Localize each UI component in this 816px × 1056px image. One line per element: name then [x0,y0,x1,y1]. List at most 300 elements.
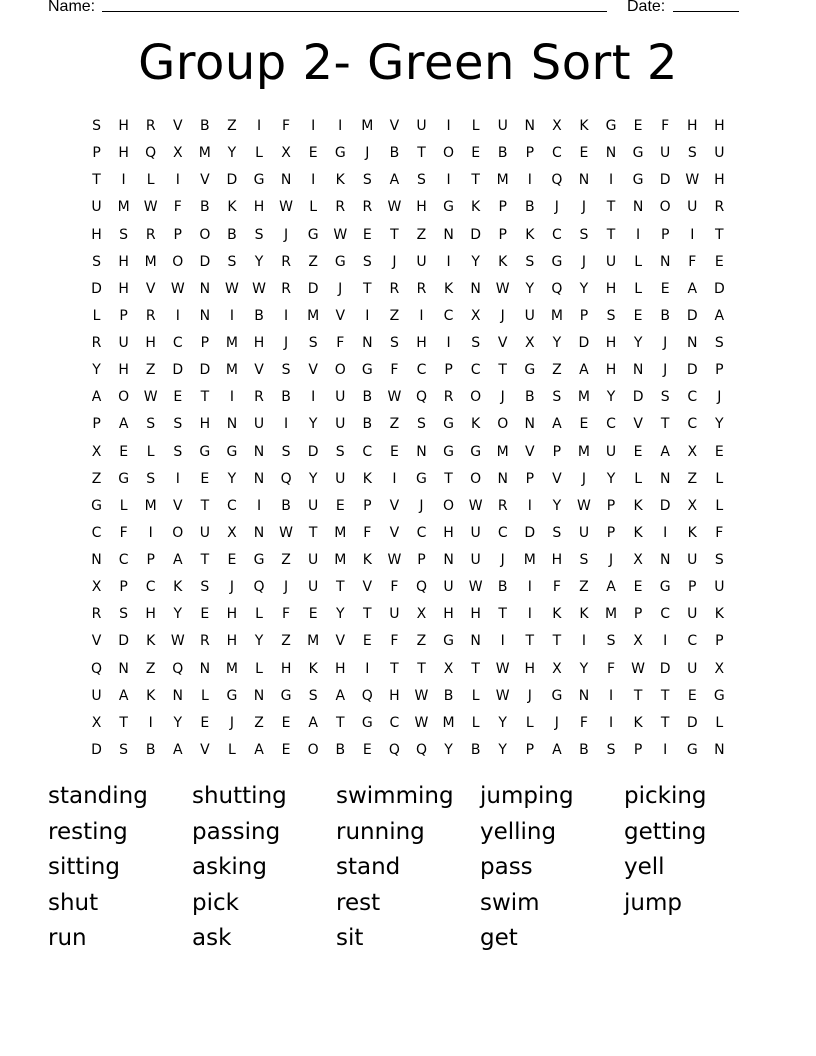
name-blank-line [102,11,607,12]
grid-letter: Z [416,226,427,243]
word-list-item: running [336,818,425,845]
grid-letter: G [199,443,211,460]
grid-letter: D [91,741,102,758]
grid-letter: X [633,633,643,650]
word-list-item: run [48,925,87,952]
grid-letter: Y [254,253,264,270]
grid-letter: E [579,416,589,433]
grid-letter: Y [471,253,480,270]
grid-letter: M [334,524,347,541]
grid-letter: S [92,253,101,270]
grid-letter: P [363,497,372,514]
grid-letter: T [363,606,372,623]
grid-letter: S [119,226,129,243]
grid-letter: F [715,524,724,541]
grid-letter: R [91,606,102,623]
grid-letter: D [686,362,698,379]
grid-letter: B [281,497,291,514]
grid-letter: D [524,524,536,541]
grid-letter: T [417,660,426,677]
grid-letter: Y [606,389,616,406]
grid-letter: M [550,307,563,324]
word-list-item: shut [48,889,99,916]
grid-letter: X [552,118,562,134]
grid-letter: T [498,362,507,379]
grid-letter: O [334,362,346,379]
grid-letter: T [335,579,345,596]
grid-letter: G [118,470,130,487]
word-list-item: swim [480,889,540,916]
grid-letter: T [525,633,535,650]
grid-letter: S [579,552,589,568]
grid-letter: J [717,389,722,406]
grid-letter: Y [92,362,101,379]
grid-letter: E [227,552,237,568]
grid-letter: Q [415,579,427,596]
date-label: Date: [627,0,666,15]
grid-letter: J [284,579,289,596]
grid-letter: Q [253,579,265,596]
grid-letter: S [606,307,616,324]
grid-letter: I [175,307,180,324]
grid-letter: E [362,741,372,758]
grid-letter: A [172,741,183,758]
grid-letter: I [392,470,397,487]
grid-letter: H [226,633,238,650]
grid-letter: J [663,335,668,351]
grid-letter: J [338,280,343,297]
word-list-item: sit [336,925,364,952]
grid-letter: O [443,145,455,162]
grid-letter: N [687,335,698,351]
grid-letter: U [335,470,346,487]
grid-letter: D [172,362,184,379]
grid-letter: V [362,579,373,596]
grid-letter: P [688,579,697,596]
grid-letter: S [714,552,724,568]
grid-letter: L [471,118,480,134]
word-list-item: passing [192,818,281,845]
grid-letter: I [311,118,316,134]
grid-letter: C [172,335,183,351]
grid-letter: Y [525,280,535,297]
grid-letter: B [200,118,210,134]
grid-letter: V [254,362,264,379]
grid-letter: G [280,687,292,704]
grid-letter: V [389,118,400,134]
grid-letter: K [633,497,643,514]
grid-letter: M [144,253,157,270]
grid-letter: M [307,307,320,324]
grid-letter: K [173,579,183,596]
grid-letter: I [446,172,451,189]
grid-letter: K [308,660,318,677]
grid-letter: X [172,145,183,162]
grid-letter: O [659,199,671,216]
grid-letter: K [146,633,156,650]
grid-letter: H [118,253,129,270]
grid-letter: P [119,579,128,596]
grid-letter: E [200,470,210,487]
grid-letter: I [608,172,614,189]
grid-letter: W [685,172,700,189]
grid-letter: Q [388,741,400,758]
grid-letter: N [714,741,725,758]
grid-letter: I [446,118,451,134]
grid-letter: A [579,362,589,379]
grid-letter: S [254,226,264,243]
grid-letter: Z [579,579,589,596]
grid-letter: G [361,362,373,379]
grid-letter: R [91,335,102,351]
grid-letter: C [687,633,698,650]
grid-letter: D [199,362,211,379]
grid-letter: G [659,579,671,596]
grid-letter: M [604,606,618,623]
grid-letter: C [470,362,481,379]
grid-letter: H [714,118,725,134]
grid-letter: E [633,443,643,460]
grid-letter: W [279,199,293,216]
grid-letter: Y [254,633,264,650]
grid-letter: D [118,633,129,650]
grid-letter: V [552,470,562,487]
grid-letter: P [200,335,210,351]
grid-letter: S [471,335,481,351]
grid-letter: R [389,280,400,297]
word-list-item: getting [624,818,707,845]
grid-letter: N [416,443,427,460]
grid-letter: U [687,199,698,216]
grid-letter: L [715,714,724,731]
grid-letter: U [687,606,698,623]
grid-letter: S [92,118,101,134]
grid-letter: S [173,443,183,460]
grid-letter: H [118,362,129,379]
grid-letter: W [414,687,429,704]
grid-letter: U [605,253,617,270]
grid-letter: B [524,389,535,406]
grid-letter: R [714,199,725,216]
grid-letter: A [606,579,616,596]
grid-letter: R [281,253,291,270]
grid-letter: I [148,524,153,541]
grid-letter: J [581,199,587,216]
grid-letter: S [281,362,291,379]
grid-letter: J [392,253,397,270]
grid-letter: Y [308,470,318,487]
grid-letter: S [606,633,616,650]
grid-letter: T [633,687,643,704]
grid-letter: A [118,416,129,433]
grid-letter: L [119,497,128,514]
grid-letter: I [338,118,343,134]
grid-letter: Y [715,416,724,433]
grid-letter: P [715,362,724,379]
grid-letter: D [686,714,698,731]
grid-letter: Q [415,389,427,406]
grid-letter: T [606,199,616,216]
grid-letter: K [687,524,697,541]
word-list-item: yelling [480,818,557,845]
grid-letter: G [443,633,454,650]
grid-letter: P [633,741,643,758]
grid-letter: G [443,416,454,433]
grid-letter: O [172,253,184,270]
grid-letter: T [660,714,670,731]
grid-letter: I [527,172,532,189]
grid-letter: J [554,714,559,731]
grid-letter: L [525,714,534,731]
grid-letter: G [443,199,454,216]
grid-letter: B [389,145,400,162]
grid-letter: Z [281,552,291,568]
grid-letter: X [714,660,725,677]
grid-letter: F [579,714,588,731]
grid-letter: O [497,416,509,433]
grid-letter: O [199,226,211,243]
grid-letter: P [417,552,426,568]
grid-letter: I [690,226,695,243]
grid-letter: C [443,307,454,324]
grid-letter: W [468,497,483,514]
grid-letter: S [173,416,183,433]
grid-letter: P [606,524,616,541]
grid-letter: Y [552,497,562,514]
grid-letter: P [498,199,507,216]
grid-letter: D [307,443,319,460]
grid-letter: U [308,579,319,596]
grid-letter: X [416,606,427,623]
grid-letter: X [524,335,535,351]
grid-letter: R [416,280,427,297]
grid-letter: U [389,606,400,623]
grid-letter: G [524,362,536,379]
grid-letter: Y [498,741,507,758]
grid-letter: K [471,199,481,216]
grid-letter: I [365,307,370,324]
grid-letter: Y [498,714,507,731]
grid-letter: S [146,416,156,433]
grid-letter: K [579,118,589,134]
grid-letter: G [253,172,265,189]
grid-letter: J [229,714,234,731]
grid-letter: B [443,687,454,704]
grid-letter: J [229,579,234,596]
grid-letter: L [634,470,642,487]
grid-letter: N [199,280,211,297]
grid-letter: N [497,470,508,487]
grid-letter: U [335,416,346,433]
grid-letter: I [608,687,614,704]
grid-letter: E [389,443,399,460]
grid-letter: F [390,633,399,650]
grid-letter: J [554,199,559,216]
grid-letter: F [661,118,670,134]
grid-letter: L [200,687,209,704]
grid-letter: A [308,714,318,731]
grid-letter: O [172,524,184,541]
grid-letter: K [443,280,454,297]
grid-letter: U [578,524,590,541]
grid-letter: N [524,118,536,134]
grid-letter: X [633,552,643,568]
grid-letter: A [552,741,562,758]
grid-letter: Y [335,606,345,623]
grid-letter: G [334,253,346,270]
grid-letter: O [307,741,319,758]
grid-letter: Q [551,280,563,297]
grid-letter: I [311,172,316,189]
grid-letter: B [497,579,508,596]
grid-letter: R [335,199,346,216]
grid-letter: F [119,524,128,541]
grid-letter: L [715,470,724,487]
grid-letter: W [170,633,185,650]
grid-letter: P [579,307,589,324]
grid-letter: T [200,497,210,514]
grid-letter: E [362,226,372,243]
grid-letter: F [390,579,399,596]
grid-letter: S [552,389,562,406]
word-list-item: yell [624,854,665,881]
grid-letter: S [579,226,589,243]
grid-letter: B [145,741,156,758]
grid-letter: I [229,307,234,324]
grid-letter: K [714,606,724,623]
grid-letter: C [389,714,400,731]
grid-letter: L [471,687,480,704]
grid-letter: C [687,416,698,433]
grid-letter: O [470,389,482,406]
grid-letter: V [633,416,643,433]
word-list-item: ask [192,925,232,952]
grid-letter: H [199,416,211,433]
grid-letter: A [254,741,264,758]
grid-letter: U [416,118,427,134]
grid-letter: A [91,389,102,406]
grid-letter: J [663,362,668,379]
grid-letter: H [524,660,536,677]
grid-letter: C [362,443,373,460]
grid-letter: I [663,524,668,541]
grid-letter: I [446,335,451,351]
grid-letter: M [577,389,590,406]
grid-letter: E [714,443,724,460]
grid-letter: D [632,389,644,406]
grid-letter: H [280,660,292,677]
grid-letter: D [713,280,725,297]
grid-letter: M [442,714,455,731]
grid-letter: B [579,741,589,758]
grid-letter: M [307,633,320,650]
grid-letter: F [282,118,291,134]
word-list-item: stand [336,854,401,881]
grid-letter: M [496,172,509,189]
grid-letter: I [663,741,668,758]
grid-letter: U [497,118,508,134]
grid-letter: N [470,633,481,650]
word-list-item: jump [624,889,682,916]
grid-letter: O [443,497,455,514]
grid-letter: D [659,660,671,677]
grid-letter: V [335,307,346,324]
grid-letter: J [608,552,614,568]
grid-letter: H [226,606,238,623]
grid-letter: V [200,741,210,758]
grid-letter: D [659,497,671,514]
grid-letter: Y [579,660,589,677]
grid-letter: W [468,579,483,596]
word-list-item: sitting [48,854,120,881]
grid-letter: H [91,226,102,243]
grid-letter: C [416,362,427,379]
grid-letter: N [118,660,129,677]
grid-letter: P [633,606,643,623]
grid-letter: Y [227,145,237,162]
grid-letter: H [145,335,156,351]
grid-letter: E [579,145,589,162]
grid-letter: H [714,172,725,189]
grid-letter: M [577,443,590,460]
grid-letter: H [416,335,427,351]
grid-letter: L [92,307,101,324]
grid-letter: Z [416,633,427,650]
grid-letter: R [281,280,291,297]
grid-letter: W [495,280,510,297]
grid-letter: C [606,416,616,433]
grid-letter: L [255,606,263,623]
grid-letter: A [389,172,400,189]
grid-letter: Z [687,470,698,487]
grid-letter: B [362,389,373,406]
grid-letter: J [284,226,289,243]
grid-letter: B [335,741,346,758]
grid-letter: Y [606,470,616,487]
grid-letter: L [715,497,724,514]
grid-letter: H [551,552,563,568]
grid-letter: I [256,118,262,134]
grid-letter: U [524,307,535,324]
grid-letter: I [446,253,451,270]
grid-letter: U [416,253,427,270]
grid-letter: R [145,307,156,324]
grid-letter: T [498,606,507,623]
grid-letter: X [281,145,291,162]
grid-letter: K [362,552,372,568]
grid-letter: V [145,280,156,297]
grid-letter: M [225,660,238,677]
grid-letter: W [225,280,239,297]
grid-letter: S [606,741,616,758]
grid-letter: E [362,633,372,650]
grid-letter: H [443,606,454,623]
grid-letter: S [200,579,210,596]
grid-letter: F [688,253,697,270]
grid-letter: B [254,307,264,324]
grid-letter: R [497,497,508,514]
grid-letter: Y [444,741,453,758]
grid-letter: N [632,199,644,216]
grid-letter: U [91,199,102,216]
grid-letter: W [279,524,293,541]
grid-letter: Q [91,660,103,677]
grid-letter: X [91,579,102,596]
grid-letter: T [119,714,128,731]
grid-letter: G [632,172,644,189]
grid-letter: I [148,714,153,731]
grid-letter: Z [254,714,264,731]
